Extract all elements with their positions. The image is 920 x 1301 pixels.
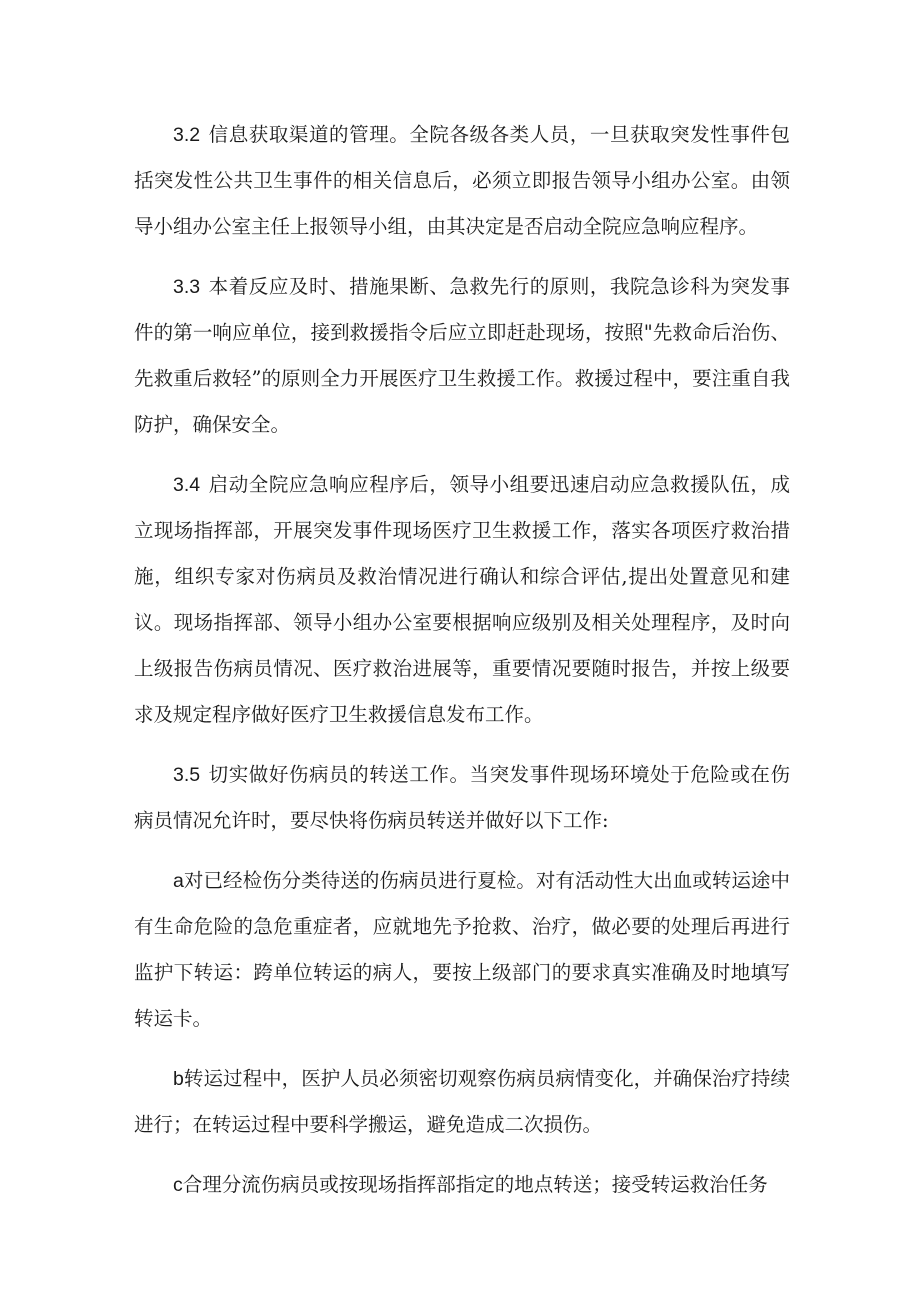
list-marker: c [173, 1174, 183, 1196]
list-item-b [134, 1056, 790, 1148]
document-body [134, 112, 790, 1222]
paragraph-3-4 [134, 462, 790, 738]
list-item-c [134, 1162, 790, 1208]
paragraph-text: 本着反应及时、措施果断、急救先行的原则，我院急诊科为突发事件的第一响应单位，接到救援指令后应立即赶赴现场，按照"先救命后治伤、先救重后救轻”的原则全力开展医疗卫生救援工作。救援过程中，要注重自我防护，确保安全。 [134, 275, 790, 436]
paragraph-text: 启动全院应急响应程序后，领导小组要迅速启动应急救援队伍，成立现场指挥部，开展突发事件现场医疗卫生救援工作，落实各项医疗救治措施，组织专家对伤病员及救治情况进行确认和综合评估,提出处置意见和建议。现场指挥部、领导小组办公室要根据响应级别及相关处理程序，及时向上级报告伤病员情况、医疗救治进展等，重要情况要随时报告，并按上级要求及规定程序做好医疗卫生救援信息发布工作。 [134, 473, 790, 726]
paragraph-text: 信息获取渠道的管理。全院各级各类人员，一旦获取突发性事件包括突发性公共卫生事件的相关信息后，必须立即报告领导小组办公室。由领导小组办公室主任上报领导小组，由其决定是否启动全院应急响应程序。 [134, 123, 790, 238]
section-number: 3.3 [173, 276, 201, 298]
section-number: 3.2 [173, 124, 201, 146]
paragraph-3-3 [134, 264, 790, 448]
paragraph-text: 转运过程中，医护人员必须密切观察伤病员病情变化，并确保治疗持续进行；在转运过程中要科学搬运，避免造成二次损伤。 [134, 1067, 790, 1136]
list-marker: a [173, 870, 184, 892]
paragraph-text: 对已经检伤分类待送的伤病员进行夏检。对有活动性大出血或转运途中有生命危险的急危重症者，应就地先予抢救、治疗，做必要的处理后再进行监护下转运：跨单位转运的病人，要按上级部门的要求真实准确及时地填写转运卡。 [134, 869, 790, 1030]
section-number: 3.5 [173, 764, 201, 786]
list-item-a [134, 858, 790, 1042]
section-number: 3.4 [173, 474, 201, 496]
paragraph-3-5 [134, 752, 790, 844]
list-marker: b [173, 1068, 184, 1090]
paragraph-3-2 [134, 112, 790, 250]
paragraph-text: 合理分流伤病员或按现场指挥部指定的地点转送；接受转运救治任务 [182, 1173, 768, 1196]
paragraph-text: 切实做好伤病员的转送工作。当突发事件现场环境处于危险或在伤病员情况允许时，要尽快将伤病员转送并做好以下工作: [134, 763, 790, 832]
